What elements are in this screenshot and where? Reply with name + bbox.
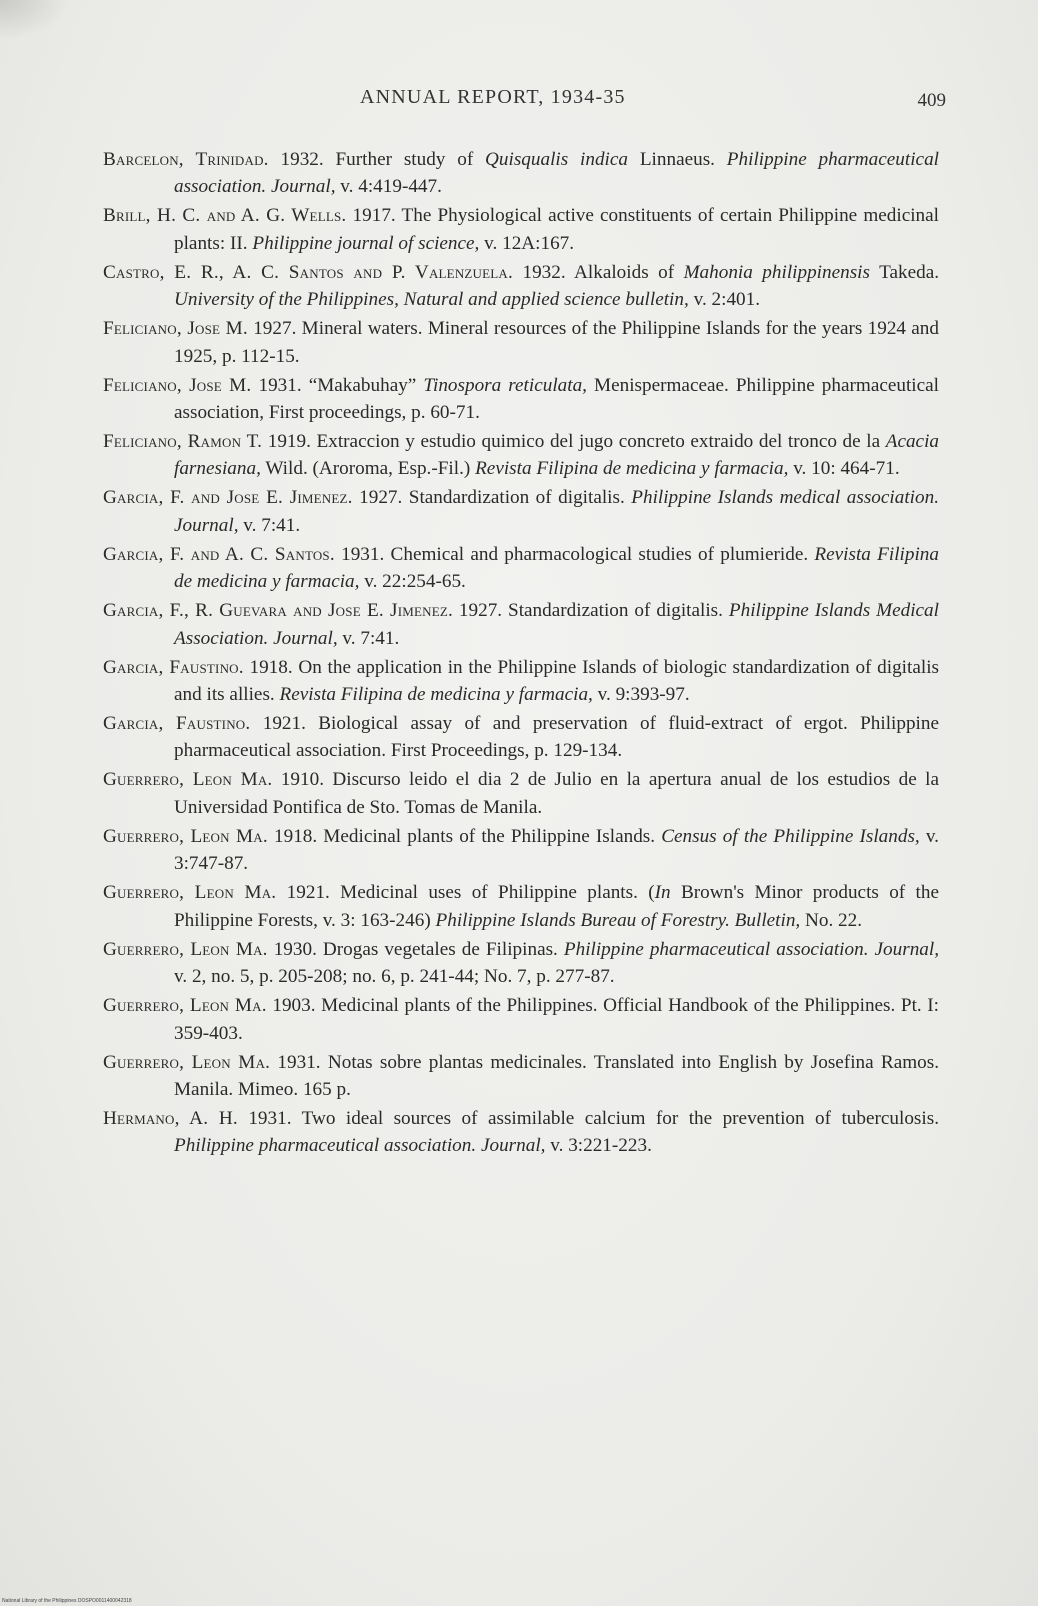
entry-text: 1932. Further study of	[268, 149, 486, 170]
entry-italic: Quisqualis indica	[485, 149, 628, 170]
entry-author: Guerrero, Leon Ma.	[103, 825, 268, 847]
entry-text: 1919. Extraccion y estudio quimico del jugo concreto extraido del tronco de la	[262, 431, 886, 453]
entry-source: Census of the Philippine Islands,	[661, 825, 920, 847]
entry-author: Garcia, Faustino.	[103, 713, 251, 735]
entry-volume: v. 7:41.	[337, 627, 400, 649]
entry-text: 1921. Biological assay of and preservation of fluid-extract of ergot. Philippine pharmaceutical association. First Proceedings, p. 129-134.	[174, 713, 939, 762]
entry-text-cont: Menispermaceae. Philippine pharmaceutical association, First proceedings, p. 60-71.	[174, 374, 939, 424]
entry-volume: v. 3:221-223.	[545, 1135, 652, 1157]
entry-source: Philippine Islands Bureau of Forestry. Bulletin,	[435, 909, 801, 931]
entry-italic: Tinospora reticulata,	[423, 374, 587, 396]
entry-volume: v. 2:401.	[688, 289, 761, 311]
entry-source: Philippine pharmaceutical association. Journal,	[563, 938, 940, 960]
entry-text-cont: Takeda.	[869, 261, 940, 283]
entry-volume: v. 3:747-87.	[174, 825, 939, 875]
bibliography-list	[103, 146, 939, 1161]
bibliography-entry	[103, 1105, 939, 1160]
entry-text: 1903. Medicinal plants of the Philippines. Official Handbook of the Philippines. Pt. I: 359-403.	[174, 995, 939, 1044]
entry-text: 1932. Alkaloids of	[513, 261, 684, 283]
bibliography-entry	[103, 879, 939, 934]
running-title: ANNUAL REPORT, 1934-35	[360, 86, 626, 108]
bibliography-entry	[103, 1049, 939, 1104]
entry-source: Philippine pharmaceutical association. Journal,	[174, 1135, 546, 1157]
entry-volume: v. 12A:167.	[479, 232, 575, 254]
bibliography-entry	[103, 710, 939, 765]
bibliography-entry	[103, 146, 939, 201]
bibliography-entry	[103, 654, 939, 709]
entry-author: Garcia, Faustino.	[103, 656, 244, 678]
entry-text: 1918. On the application in the Philippine Islands of biologic standardization of digitalis and its allies.	[174, 656, 939, 706]
entry-italic: Acacia farnesiana,	[174, 431, 939, 480]
entry-text: 1917. The Physiological active constituents of certain Philippine medicinal plants: II.	[174, 205, 939, 254]
entry-text: 1927. Standardization of digitalis.	[352, 487, 632, 509]
bibliography-entry	[103, 823, 939, 878]
entry-text: 1931. Notas sobre plantas medicinales. Translated into English by Josefina Ramos. Manila. Mimeo. 165 p.	[174, 1051, 940, 1100]
entry-author: Castro, E. R., A. C. Santos and P. Valenzuela.	[103, 261, 514, 283]
scan-footer-watermark: National Library of the Philippines DOSPO0011400042318	[2, 1598, 132, 1604]
entry-author: Garcia, F., R. Guevara and Jose E. Jimenez.	[103, 600, 453, 622]
page-number: 409	[917, 90, 946, 111]
entry-text: 1930. Drogas vegetales de Filipinas.	[267, 938, 564, 960]
entry-author: Feliciano, Ramon T.	[103, 431, 263, 453]
entry-text: 1918. Medicinal plants of the Philippine Islands.	[267, 825, 662, 847]
entry-author: Feliciano, Jose M.	[103, 374, 252, 396]
entry-author: Garcia, F. and A. C. Santos.	[103, 543, 335, 565]
entry-source: University of the Philippines, Natural and applied science bulletin,	[174, 289, 689, 311]
entry-volume: v. 2, no. 5, p. 205-208; no. 6, p. 241-44; No. 7, p. 277-87.	[174, 966, 615, 988]
entry-volume: v. 9:393-97.	[592, 684, 690, 706]
entry-source: Philippine pharmaceutical association. Journal,	[174, 149, 939, 198]
entry-author: Guerrero, Leon Ma.	[103, 769, 273, 791]
entry-text: 1931. Chemical and pharmacological studies of plumieride.	[334, 543, 815, 565]
entry-source: Philippine journal of science,	[252, 232, 480, 254]
page-corner-shadow	[0, 0, 70, 40]
entry-author: Guerrero, Leon Ma.	[103, 882, 277, 904]
entry-source: Revista Filipina de medicina y farmacia,	[475, 458, 789, 480]
entry-author: Guerrero, Leon Ma.	[103, 995, 267, 1017]
entry-text: 1921. Medicinal uses of Philippine plants. (	[276, 882, 655, 904]
entry-author: Brill, H. C. and A. G. Wells.	[103, 205, 347, 227]
entry-italic: In	[654, 882, 671, 904]
entry-author: Guerrero, Leon Ma.	[103, 1051, 271, 1073]
entry-source: Philippine Islands Medical Association. Journal,	[174, 600, 939, 649]
entry-author: Hermano, A. H.	[103, 1107, 238, 1129]
bibliography-entry	[103, 936, 939, 991]
entry-text-cont: Linnaeus.	[628, 149, 727, 170]
entry-text: 1931. Two ideal sources of assimilable calcium for the prevention of tuberculosis.	[237, 1107, 939, 1129]
entry-text-cont: Brown's Minor products of the Philippine Forests, v. 3: 163-246)	[174, 882, 939, 931]
bibliography-entry	[103, 766, 939, 821]
entry-italic: Mahonia philippinensis	[683, 261, 870, 283]
page-header	[0, 86, 1038, 116]
entry-author: Feliciano, Jose M.	[103, 318, 248, 340]
entry-author: Garcia, F. and Jose E. Jimenez.	[103, 487, 353, 509]
bibliography-entry	[103, 372, 939, 427]
entry-text-cont: Wild. (Aroroma, Esp.-Fil.)	[260, 458, 476, 480]
bibliography-entry	[103, 597, 939, 652]
entry-author: Barcelon, Trinidad.	[103, 149, 269, 170]
entry-volume: No. 22.	[800, 909, 863, 931]
bibliography-entry	[103, 428, 939, 483]
entry-volume: v. 4:419-447.	[335, 176, 442, 198]
bibliography-entry	[103, 202, 939, 257]
entry-source: Revista Filipina de medicina y farmacia,	[174, 543, 939, 593]
bibliography-entry	[103, 259, 939, 314]
entry-source: Revista Filipina de medicina y farmacia,	[279, 684, 593, 706]
entry-text: 1927. Standardization of digitalis.	[453, 600, 729, 622]
entry-text: 1910. Discurso leido el dia 2 de Julio en la apertura anual de los estudios de la Universidad Pontifica de Sto. Tomas de Manila.	[174, 769, 939, 818]
bibliography-entry	[103, 484, 939, 539]
entry-text: 1927. Mineral waters. Mineral resources of the Philippine Islands for the years 1924 and 1925, p. 112-15.	[174, 318, 939, 367]
bibliography-entry	[103, 315, 939, 370]
bibliography-entry	[103, 541, 939, 596]
entry-source: Philippine Islands medical association. Journal,	[174, 487, 939, 536]
entry-text: 1931. “Makabuhay”	[251, 374, 424, 396]
entry-author: Guerrero, Leon Ma.	[103, 938, 268, 960]
bibliography-entry	[103, 992, 939, 1047]
entry-volume: v. 7:41.	[238, 514, 301, 536]
entry-volume: v. 22:254-65.	[359, 571, 466, 593]
entry-volume: v. 10: 464-71.	[788, 458, 900, 480]
